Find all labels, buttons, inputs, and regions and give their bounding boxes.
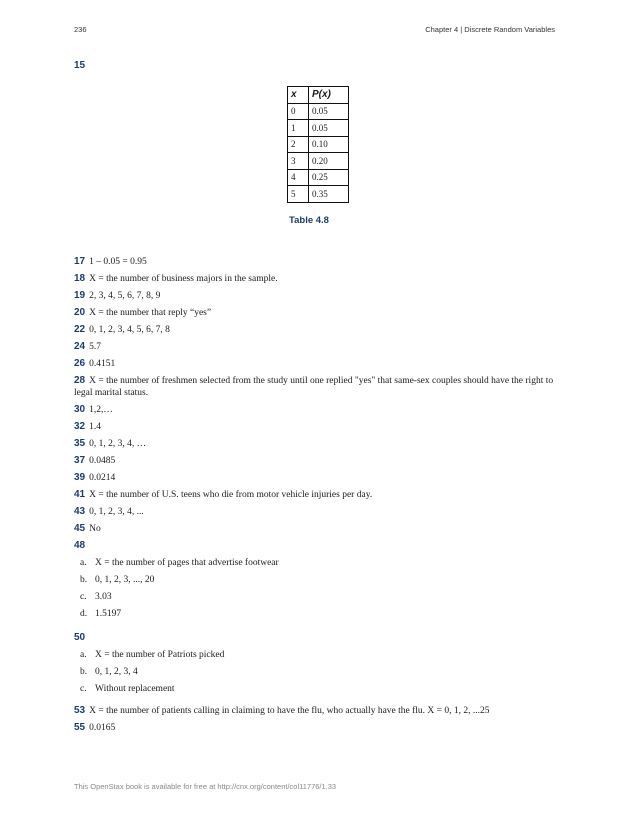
sub-answer [80, 649, 560, 661]
sub-label: b. [80, 575, 88, 585]
table-row [288, 136, 349, 153]
answer-item [74, 358, 560, 370]
sub-label: a. [80, 558, 87, 568]
answer-number: 45 [74, 523, 86, 534]
table-row [288, 120, 349, 137]
answer-item [74, 722, 560, 734]
sub-answer [80, 666, 560, 678]
page-number: 236 [74, 25, 87, 34]
answer-text: X = the number of patients calling in claiming to have the flu, who actually have the flu. X = 0, 1, 2, ...25 [89, 706, 490, 716]
sub-text: 1.5197 [95, 609, 122, 619]
header-x: x [288, 87, 309, 104]
sub-text: X = the number of Patriots picked [95, 650, 225, 660]
answer-text: 1.4 [89, 422, 101, 432]
answer-text: 1,2,… [89, 405, 113, 415]
table-header-row [288, 87, 349, 104]
cell-x: 2 [288, 136, 309, 153]
question-50-number: 50 [74, 632, 86, 643]
table-caption: Table 4.8 [289, 215, 329, 226]
sub-answer [80, 574, 560, 586]
answer-number: 22 [74, 324, 86, 335]
answer-number: 39 [74, 472, 86, 483]
question-15-number: 15 [74, 60, 86, 71]
answer-item [74, 404, 560, 416]
answer-text: 0.0165 [89, 723, 116, 733]
sub-answer [80, 608, 560, 620]
answer-text: 0, 1, 2, 3, 4, … [89, 439, 147, 449]
probability-table [287, 86, 349, 203]
chapter-title: Chapter 4 | Discrete Random Variables [425, 25, 555, 34]
answer-item [74, 705, 560, 717]
sub-text: 0, 1, 2, 3, ..., 20 [95, 575, 155, 585]
cell-px: 0.25 [309, 169, 349, 186]
answer-text: 0.4151 [89, 359, 116, 369]
answer-item [74, 455, 560, 467]
answer-number: 28 [74, 375, 86, 386]
cell-px: 0.20 [309, 153, 349, 170]
answer-text: 1 – 0.05 = 0.95 [89, 257, 147, 267]
sub-label: d. [80, 609, 88, 619]
answer-text: 2, 3, 4, 5, 6, 7, 8, 9 [89, 291, 161, 301]
answer-number: 41 [74, 489, 86, 500]
table-row [288, 103, 349, 120]
cell-px: 0.05 [309, 103, 349, 120]
sub-answer [80, 591, 560, 603]
answer-number: 43 [74, 506, 86, 517]
sub-text: 3.03 [95, 592, 112, 602]
sub-text: Without replacement [95, 684, 175, 694]
answer-item [74, 523, 560, 535]
answer-item [74, 489, 560, 501]
answer-text: X = the number of freshmen selected from the study until one replied "yes" that same-sex couples should have the right to legal marital status. [74, 376, 554, 398]
cell-x: 0 [288, 103, 309, 120]
answer-number: 17 [74, 256, 86, 267]
sub-label: c. [80, 592, 87, 602]
sub-answer [80, 557, 560, 569]
answer-number: 24 [74, 341, 86, 352]
answer-text: X = the number that reply “yes” [89, 308, 212, 318]
table-row [288, 153, 349, 170]
question-48-number: 48 [74, 540, 86, 551]
answer-text: X = the number of U.S. teens who die from motor vehicle injuries per day. [89, 490, 373, 500]
table-row [288, 169, 349, 186]
sub-text: 0, 1, 2, 3, 4 [95, 667, 138, 677]
answer-item [74, 341, 560, 353]
question-50 [74, 632, 560, 695]
answer-number: 32 [74, 421, 86, 432]
sub-label: c. [80, 684, 87, 694]
cell-px: 0.35 [309, 186, 349, 203]
answer-text: 0, 1, 2, 3, 4, 5, 6, 7, 8 [89, 325, 170, 335]
table-row [288, 186, 349, 203]
answer-text: X = the number of business majors in the sample. [89, 274, 278, 284]
answer-text: 0, 1, 2, 3, 4, ... [89, 507, 144, 517]
cell-x: 4 [288, 169, 309, 186]
answer-item [74, 506, 560, 518]
cell-x: 5 [288, 186, 309, 203]
answer-number: 18 [74, 273, 86, 284]
answer-item [74, 307, 560, 319]
answer-text: 0.0214 [89, 473, 116, 483]
answer-list [74, 256, 560, 739]
footer-text: This OpenStax book is available for free at http://cnx.org/content/col11776/1.33 [74, 782, 337, 791]
answer-number: 53 [74, 705, 86, 716]
answer-text: 5.7 [89, 342, 101, 352]
sub-answer [80, 683, 560, 695]
sub-text: X = the number of pages that advertise footwear [95, 558, 279, 568]
answer-item [74, 290, 560, 302]
answer-number: 30 [74, 404, 86, 415]
cell-px: 0.10 [309, 136, 349, 153]
answer-number: 55 [74, 722, 86, 733]
answer-number: 37 [74, 455, 86, 466]
sub-label: b. [80, 667, 88, 677]
question-48 [74, 540, 560, 620]
answer-item [74, 472, 560, 484]
answer-number: 35 [74, 438, 86, 449]
answer-number: 26 [74, 358, 86, 369]
sub-label: a. [80, 650, 87, 660]
cell-px: 0.05 [309, 120, 349, 137]
answer-number: 20 [74, 307, 86, 318]
answer-item [74, 324, 560, 336]
header-px: P(x) [309, 87, 349, 104]
answer-number: 19 [74, 290, 86, 301]
cell-x: 3 [288, 153, 309, 170]
answer-item [74, 375, 560, 399]
answer-item [74, 421, 560, 433]
answer-text: 0.0485 [89, 456, 116, 466]
answer-item [74, 273, 560, 285]
answer-text: No [89, 524, 101, 534]
answer-item [74, 256, 560, 268]
answer-item [74, 438, 560, 450]
cell-x: 1 [288, 120, 309, 137]
